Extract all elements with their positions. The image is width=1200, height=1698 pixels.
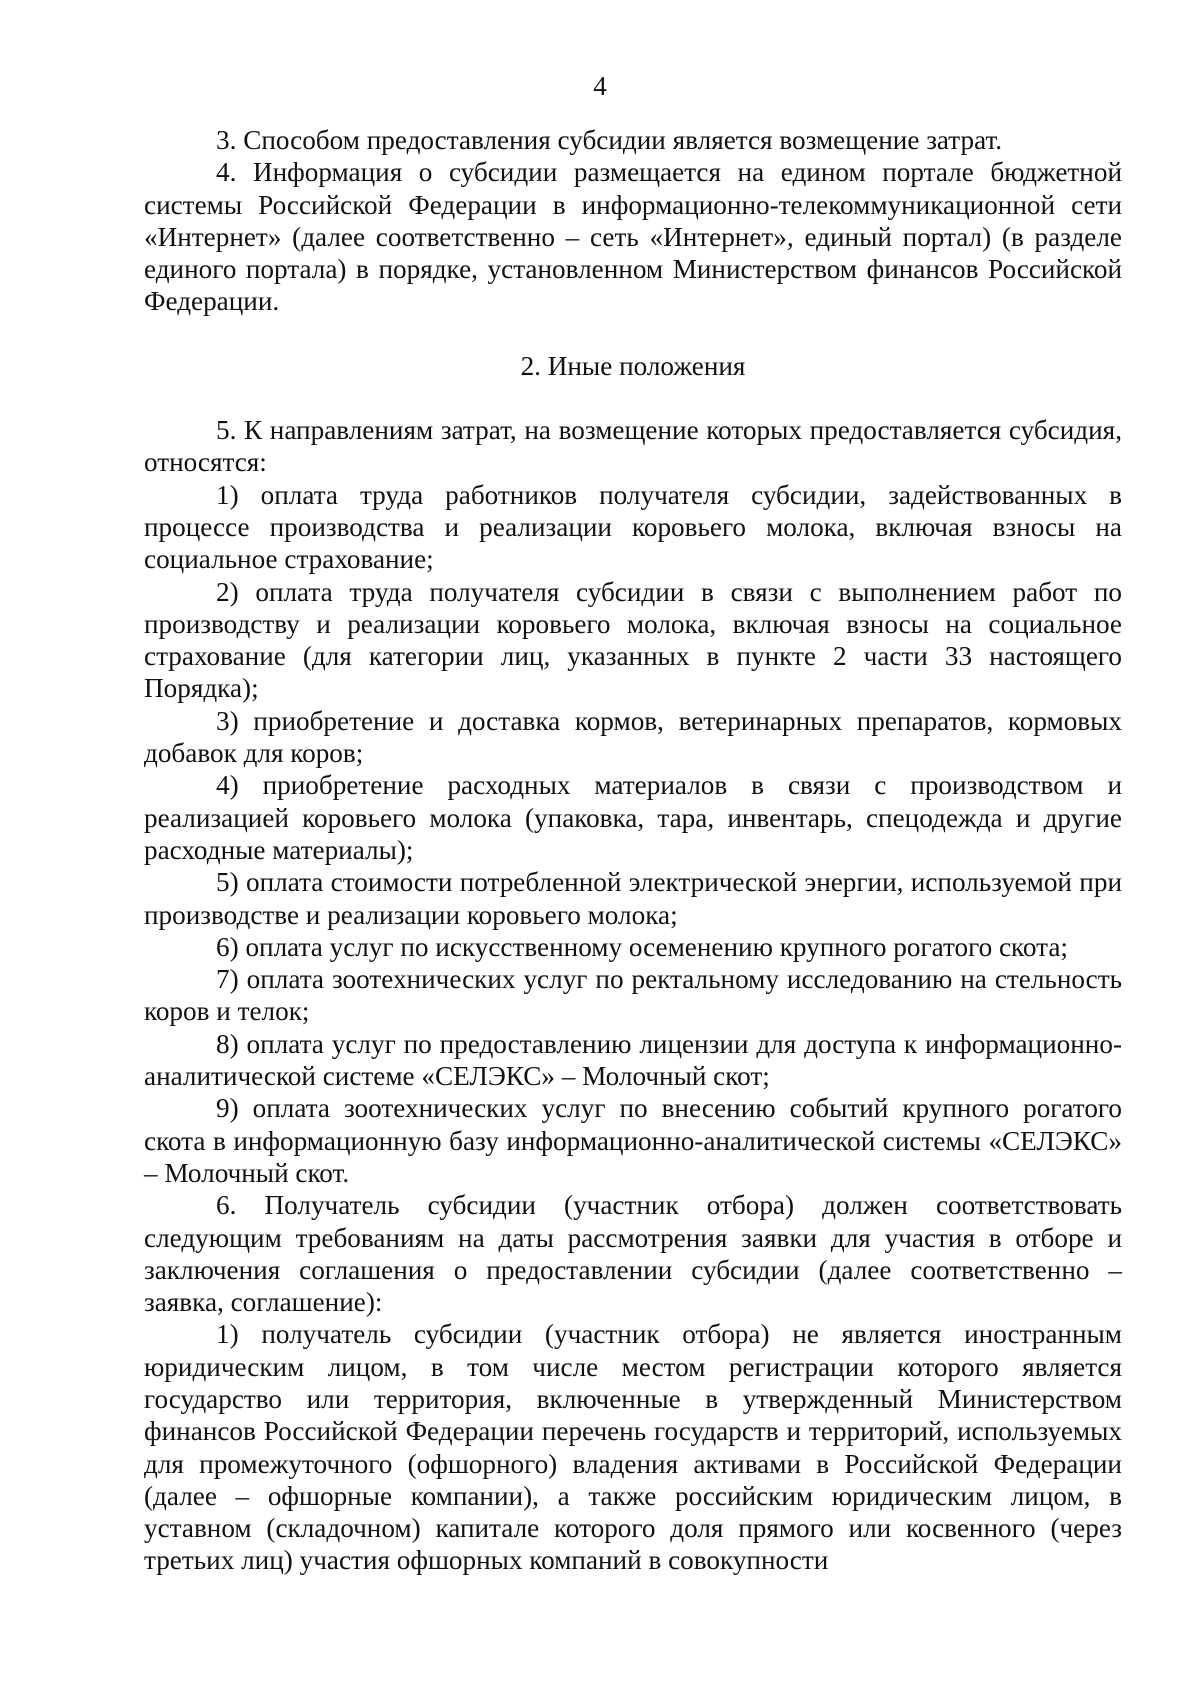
paragraph-6-item-1: 1) получатель субсидии (участник отбора) не является иностранным юридическим лицом, в том числе местом регистрации которого является государство или территория, включенные в утвержденный Министерством финансов Российской Федерации перечень государств и территорий, используемых для промежуточного (офшорного) владения активами в Российской Федерации (далее – офшорные компании), а также российским юридическим лицом, в уставном (складочном) капитале которого доля прямого или косвенного (через третьих лиц) участия офшорных компаний в совокупности bbox=[144, 1319, 1122, 1576]
paragraph-5-item-7: 7) оплата зоотехнических услуг по ректальному исследованию на стельность коров и телок; bbox=[144, 964, 1122, 1027]
paragraph-3: 3. Способом предоставления субсидии является возмещение затрат. bbox=[216, 125, 1003, 155]
paragraph-5-item-2: 2) оплата труда получателя субсидии в связи с выполнением работ по производству и реализации коровьего молока, включая взносы на социальное страхование (для категории лиц, указанных в пункте 2 части 33 настоящего Порядка); bbox=[144, 576, 1122, 704]
paragraph-5-item-1: 1) оплата труда работников получателя субсидии, задействованных в процессе производства и реализации коровьего молока, включая взносы на социальное страхование; bbox=[144, 479, 1122, 575]
paragraph-5-item-4: 4) приобретение расходных материалов в связи с производством и реализацией коровьего молока (упаковка, тара, инвентарь, спецодежда и другие расходные материалы); bbox=[144, 770, 1122, 865]
paragraph-6: 6. Получатель субсидии (участник отбора) должен соответствовать следующим требованиям на даты рассмотрения заявки для участия в отборе и заключения соглашения о предоставлении субсидии (далее соответственно – заявка, соглашение): bbox=[144, 1190, 1122, 1318]
paragraph-5: 5. К направлениям затрат, на возмещение которых предоставляется субсидия, относятся: bbox=[144, 415, 1122, 478]
paragraph-4: 4. Информация о субсидии размещается на едином портале бюджетной системы Российской Федерации в информационно-телекоммуникационной сети «Интернет» (далее соответственно – сеть «Интернет», единый портал) (в разделе единого портала) в порядке, установленном Министерством финансов Российской Федерации. bbox=[144, 157, 1122, 317]
document-body bbox=[144, 124, 1122, 1577]
paragraph-5-item-8: 8) оплата услуг по предоставлению лицензии для доступа к информационно-аналитической системе «СЕЛЭКС» – Молочный скот; bbox=[144, 1028, 1122, 1092]
section-title: 2. Иные положения bbox=[520, 350, 746, 381]
paragraph-5-item-5: 5) оплата стоимости потребленной электрической энергии, используемой при производстве и реализации коровьего молока; bbox=[144, 867, 1122, 930]
paragraph-5-item-6: 6) оплата услуг по искусственному осеменению крупного рогатого скота; bbox=[216, 931, 1068, 962]
page-number: 4 bbox=[593, 71, 607, 101]
paragraph-5-item-9: 9) оплата зоотехнических услуг по внесению событий крупного рогатого скота в информационную базу информационно-аналитической системы «СЕЛЭКС» – Молочный скот. bbox=[144, 1093, 1122, 1188]
paragraph-5-item-3: 3) приобретение и доставка кормов, ветеринарных препаратов, кормовых добавок для коров; bbox=[144, 705, 1122, 769]
